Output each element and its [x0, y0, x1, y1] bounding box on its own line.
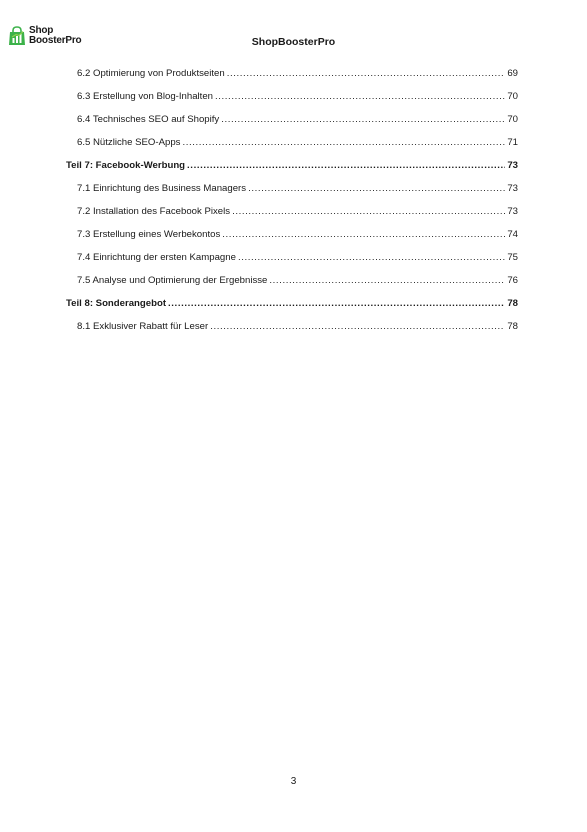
toc-dot-leader: [215, 91, 505, 102]
logo-line-2: BoosterPro: [29, 35, 82, 46]
toc-entry[interactable]: [66, 114, 518, 137]
toc-entry-label: 7.2 Installation des Facebook Pixels: [77, 206, 231, 217]
toc-section-label: Teil 8: Sonderangebot: [66, 298, 167, 309]
toc-entry[interactable]: [66, 229, 518, 252]
toc-entry[interactable]: [66, 91, 518, 114]
toc-entry[interactable]: [66, 137, 518, 160]
toc-dot-leader: [269, 275, 505, 286]
toc-entry[interactable]: [66, 183, 518, 206]
toc-dot-leader: [232, 206, 505, 217]
toc-entry-label: 7.3 Erstellung eines Werbekontos: [77, 229, 221, 240]
toc-entry-page: 76: [507, 275, 518, 286]
toc-entry-label: 6.5 Nützliche SEO-Apps: [77, 137, 181, 148]
toc-entry-label: 6.3 Erstellung von Blog-Inhalten: [77, 91, 213, 102]
toc-section-entry[interactable]: [66, 298, 518, 321]
toc-entry-label: 7.1 Einrichtung des Business Managers: [77, 183, 247, 194]
toc-entry[interactable]: [66, 275, 518, 298]
toc-entry-page: 71: [507, 137, 518, 148]
toc-entry-page: 70: [507, 91, 518, 102]
toc-entry[interactable]: [66, 206, 518, 229]
toc-entry-page: 69: [507, 68, 518, 79]
page-number: 3: [290, 776, 297, 787]
toc-entry-page: 74: [507, 229, 518, 240]
toc-dot-leader: [222, 229, 505, 240]
logo-line-1: Shop: [29, 25, 54, 36]
toc-entry-page: 73: [507, 183, 518, 194]
toc-entry-page: 75: [507, 252, 518, 263]
toc-dot-leader: [187, 160, 505, 171]
toc-dot-leader: [248, 183, 505, 194]
toc-entry[interactable]: [66, 68, 518, 91]
toc-entry-page: 73: [507, 206, 518, 217]
toc-entry-label: 8.1 Exklusiver Rabatt für Leser: [77, 321, 209, 332]
document-header-title: ShopBoosterPro: [251, 36, 336, 48]
toc-dot-leader: [221, 114, 505, 125]
toc-dot-leader: [227, 68, 506, 79]
toc-dot-leader: [168, 298, 505, 309]
toc-dot-leader: [238, 252, 505, 263]
toc-entry-page: 78: [507, 321, 518, 332]
toc-section-entry[interactable]: [66, 160, 518, 183]
toc-entry-label: 6.2 Optimierung von Produktseiten: [77, 68, 225, 79]
toc-entry[interactable]: [66, 252, 518, 275]
toc-section-page: 78: [507, 298, 518, 309]
table-of-contents: [66, 68, 518, 344]
toc-entry-label: 7.4 Einrichtung der ersten Kampagne: [77, 252, 236, 263]
toc-dot-leader: [182, 137, 505, 148]
toc-entry-page: 70: [507, 114, 518, 125]
toc-entry-label: 7.5 Analyse und Optimierung der Ergebnisse: [77, 275, 268, 286]
toc-section-label: Teil 7: Facebook-Werbung: [66, 160, 186, 171]
toc-section-page: 73: [507, 160, 518, 171]
toc-entry-label: 6.4 Technisches SEO auf Shopify: [77, 114, 220, 125]
toc-entry[interactable]: [66, 321, 518, 344]
toc-dot-leader: [210, 321, 505, 332]
